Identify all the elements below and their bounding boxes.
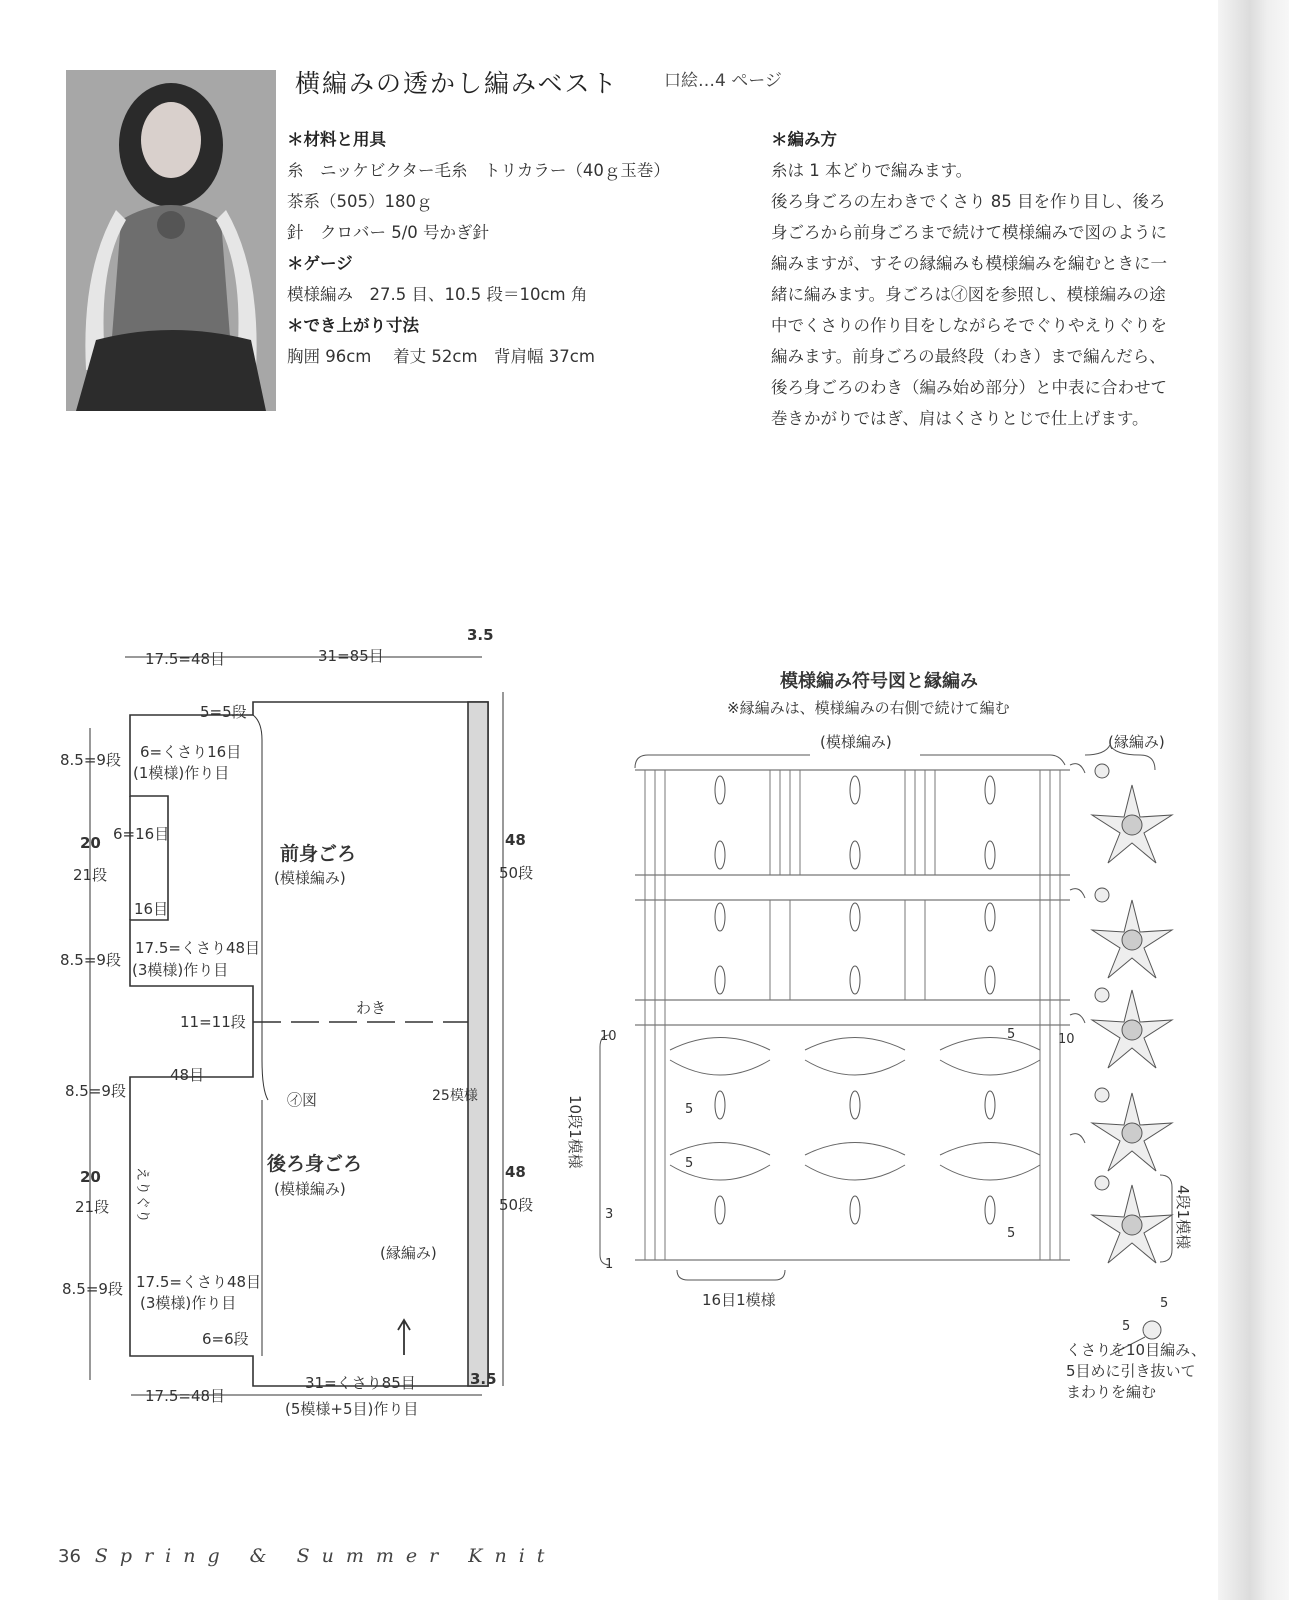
- dim-top-left: 17.5=48目: [145, 650, 226, 668]
- dim-pattern: 25模様: [432, 1088, 478, 1104]
- dim-bottom-note: (5模様+5目)作り目: [285, 1400, 419, 1418]
- dim-label: 17.5=くさり48目: [136, 1273, 262, 1291]
- dim-right: 50段: [499, 1196, 534, 1214]
- method-line: 後ろ身ごろのわき（編み始め部分）と中表に合わせて: [771, 378, 1167, 397]
- front-body-name: 前身ごろ: [280, 843, 357, 865]
- model-photo: [66, 70, 276, 411]
- chart-left-label: 10段1模様: [566, 1095, 584, 1169]
- frontispiece-reference: 口絵…4 ページ: [664, 71, 782, 91]
- materials-line: 茶系（505）180ｇ: [287, 192, 433, 211]
- dim-right: 48: [505, 831, 526, 849]
- chart-count-label: 5: [1122, 1319, 1131, 1334]
- dim-label: 8.5=9段: [60, 751, 121, 769]
- chart-note-line: まわりを編む: [1066, 1383, 1157, 1401]
- dim-top-mid: 31=85目: [318, 647, 384, 665]
- chart-note-line: くさりを10目編み、: [1066, 1341, 1206, 1359]
- chart-count-label: 5: [1007, 1226, 1016, 1241]
- method-line: 編みます。前身ごろの最終段（わき）まで編んだら、: [771, 347, 1166, 366]
- garment-schematic: [0, 620, 600, 1460]
- dim-top-right: 3.5: [467, 626, 494, 644]
- dim-label: 21段: [75, 1198, 110, 1216]
- page-footer: [58, 1545, 556, 1567]
- dim-label: 6=16目: [113, 825, 170, 843]
- method-heading: ＊編み方: [771, 130, 837, 149]
- chart-row-number: 1: [605, 1257, 614, 1272]
- method-line: 緒に編みます。身ごろは㋑図を参照し、模様編みの途: [771, 285, 1166, 304]
- materials-line: 針 クロバー 5/0 号かぎ針: [287, 223, 490, 242]
- dim-right: 48: [505, 1163, 526, 1181]
- dim-label: 48目: [170, 1066, 205, 1084]
- chart-right-label: 4段1模様: [1174, 1185, 1192, 1250]
- chart-subtitle: ※縁編みは、模様編みの右側で続けて編む: [727, 699, 1010, 717]
- chart-count-label: 5: [685, 1102, 694, 1117]
- chart-count-label: 5: [1160, 1296, 1169, 1311]
- chart-pattern-label: (模様編み): [820, 733, 892, 751]
- dim-label: 5=5段: [200, 703, 247, 721]
- dim-label: 6=くさり16目: [140, 743, 242, 761]
- dim-label: 20: [80, 834, 101, 852]
- model-photo-image: [66, 70, 276, 411]
- gauge-heading: ＊ゲージ: [287, 254, 353, 273]
- method-line: 巻きかがりではぎ、肩はくさりとじで仕上げます。: [771, 409, 1149, 428]
- chart-note-line: 5目めに引き抜いて: [1066, 1362, 1196, 1380]
- knitting-direction-arrow: [398, 1320, 410, 1355]
- magazine-name: Spring & Summer Knit: [94, 1545, 557, 1567]
- method-line: 編みますが、すその縁編みも模様編みを編むときに一: [771, 254, 1167, 273]
- size-text: 胸囲 96cm 着丈 52cm 背肩幅 37cm: [287, 347, 595, 366]
- dim-bottom-right: 3.5: [470, 1370, 497, 1388]
- materials-heading: ＊材料と用具: [287, 130, 386, 149]
- dim-label: 8.5=9段: [65, 1082, 126, 1100]
- edging-label: (縁編み): [380, 1244, 437, 1262]
- method-line: 中でくさりの作り目をしながらそでぐりやえりぐりを: [771, 316, 1167, 335]
- dim-label: わき: [356, 999, 387, 1017]
- dim-label: (1模様)作り目: [133, 764, 230, 782]
- gauge-text: 模様編み 27.5 目、10.5 段＝10cm 角: [287, 285, 588, 304]
- dim-label: (3模様)作り目: [132, 961, 229, 979]
- back-body-name: 後ろ身ごろ: [267, 1153, 363, 1175]
- chart-edge-label: (縁編み): [1108, 733, 1165, 751]
- dim-right: 50段: [499, 864, 534, 882]
- method-section: [771, 124, 1211, 434]
- chart-bottom-label: 16目1模様: [702, 1291, 776, 1309]
- dim-label: 6=6段: [202, 1330, 249, 1348]
- back-body-sub: (模様編み): [274, 1180, 346, 1198]
- dim-label: 17.5=くさり48目: [135, 939, 261, 957]
- materials-section: [287, 124, 670, 372]
- materials-line: 糸 ニッケビクター毛糸 トリカラー（40ｇ玉巻）: [287, 161, 670, 180]
- dim-bottom-mid: 31=くさり85目: [305, 1374, 416, 1392]
- crochet-chart: [566, 665, 1240, 1435]
- size-heading: ＊でき上がり寸法: [287, 316, 419, 335]
- chart-row-number: 3: [605, 1207, 614, 1222]
- front-body-sub: (模様編み): [274, 869, 346, 887]
- dim-label: えりぐり: [134, 1167, 150, 1223]
- dim-label: 8.5=9段: [60, 951, 121, 969]
- dim-bottom-left: 17.5=48目: [145, 1387, 226, 1405]
- dim-label: ㋑図: [287, 1091, 318, 1109]
- dim-label: 21段: [73, 866, 108, 884]
- dim-label: (3模様)作り目: [140, 1294, 237, 1312]
- method-line: 身ごろから前身ごろまで続けて模様編みで図のように: [771, 223, 1167, 242]
- chart-count-label: 5: [685, 1156, 694, 1171]
- dim-label: 20: [80, 1168, 101, 1186]
- chart-row-number: 10: [1058, 1032, 1075, 1047]
- dim-label: 16目: [134, 900, 169, 918]
- chart-row-number: 10: [600, 1029, 617, 1044]
- chart-count-label: 5: [1007, 1027, 1016, 1042]
- page-number: 36: [58, 1546, 81, 1567]
- dim-label: 11=11段: [180, 1013, 246, 1031]
- page-title: 横編みの透かし編みベスト: [295, 69, 619, 98]
- method-line: 後ろ身ごろの左わきでくさり 85 目を作り目し、後ろ: [771, 192, 1166, 211]
- chart-title: 模様編み符号図と縁編み: [780, 671, 978, 692]
- method-line: 糸は 1 本どりで編みます。: [771, 161, 973, 180]
- dim-label: 8.5=9段: [62, 1280, 123, 1298]
